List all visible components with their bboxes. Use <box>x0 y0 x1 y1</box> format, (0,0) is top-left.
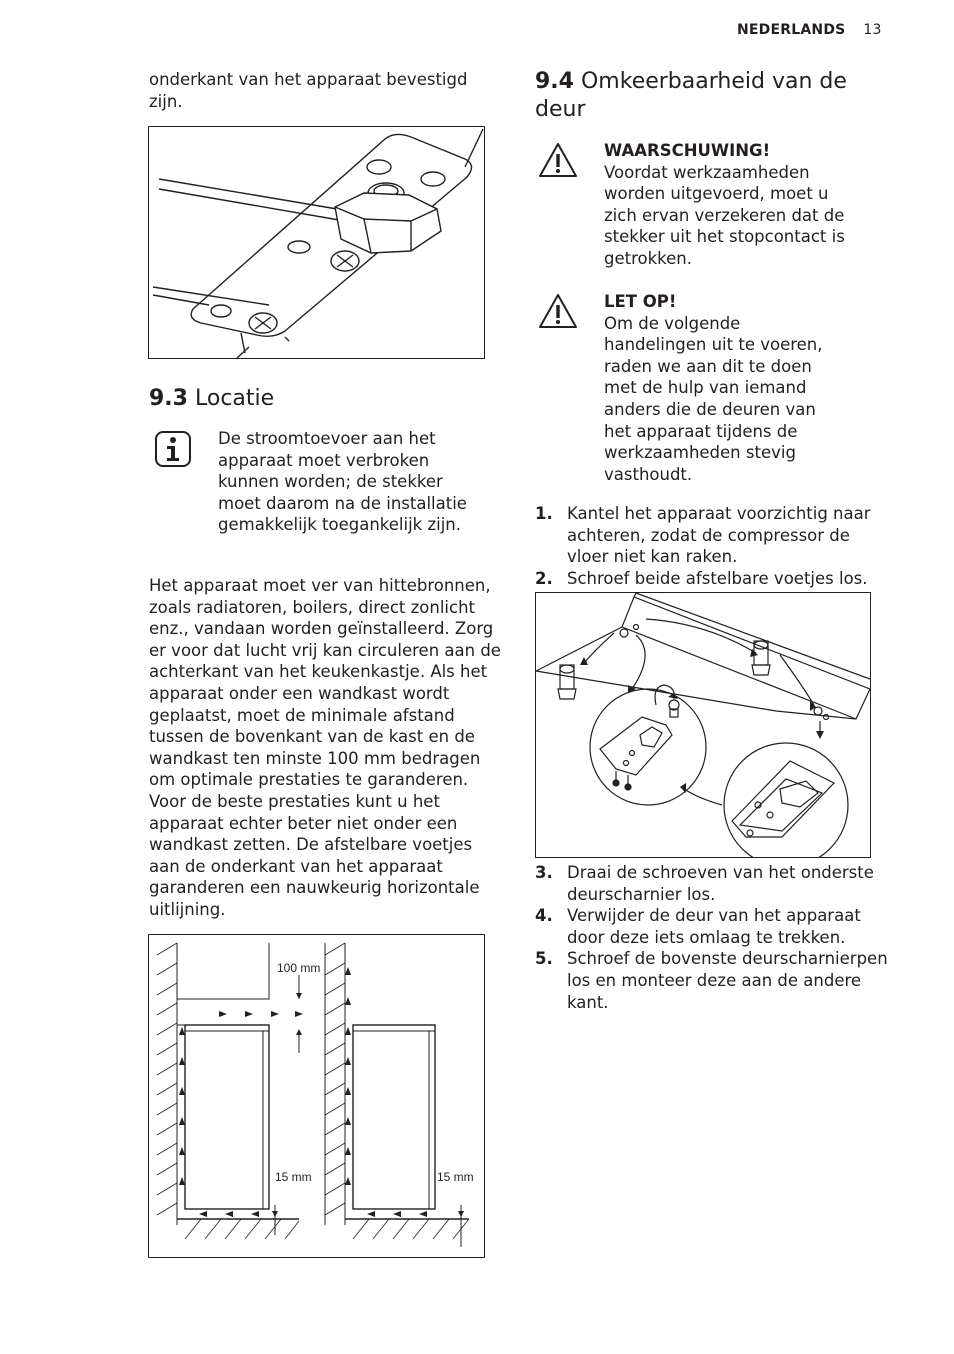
list-item: 3. Draai de schroeven van het onderste deurscharnier los. <box>535 863 874 904</box>
dimension-label-15mm-left: 15 mm <box>275 1170 312 1184</box>
language-label: NEDERLANDS <box>737 22 846 38</box>
caution-box <box>604 291 844 485</box>
list-item: 4. Verwijder de deur van het apparaat door deze iets omlaag te trekken. <box>535 906 861 947</box>
adjustable-foot-illustration <box>149 127 484 358</box>
warning-box <box>604 140 864 270</box>
list-item: 2. Schroef beide afstelbare voetjes los. <box>535 568 868 588</box>
info-note-text: De stroomtoevoer aan het apparaat moet verbroken kunnen worden; de stekker moet daarom na de installatie gemakkelijk toegankelijk zijn. <box>218 429 467 535</box>
dimension-label-100mm: 100 mm <box>277 961 321 975</box>
steps-list-2 <box>535 862 889 1013</box>
section-number: 9.3 <box>149 386 188 411</box>
page-header <box>737 22 882 38</box>
section-title: Omkeerbaarheid van de deur <box>535 69 847 122</box>
caution-title: LET OP! <box>604 292 677 311</box>
warning-text: Voordat werkzaamheden worden uitgevoerd, moet u zich ervan verzekeren dat de stekker uit het stopcontact is getrokken. <box>604 162 845 268</box>
intro-text: onderkant van het apparaat bevestigd zijn. <box>149 70 468 111</box>
door-hinge-figure <box>535 592 871 858</box>
warning-icon <box>537 141 579 183</box>
list-item: 1. Kantel het apparaat voorzichtig naar achteren, zodat de compressor de vloer niet kan raken. <box>535 504 871 567</box>
dimension-label-15mm-right: 15 mm <box>437 1170 474 1184</box>
list-item: 5. Schroef de bovenste deurscharnierpen los en monteer deze aan de andere kant. <box>535 949 888 1012</box>
steps-list-1 <box>535 503 885 589</box>
info-icon <box>154 430 192 472</box>
section-9-3-heading <box>149 385 274 413</box>
clearance-figure <box>148 934 485 1258</box>
page-number: 13 <box>863 22 882 38</box>
section-number: 9.4 <box>535 69 574 94</box>
hinge-removal-illustration <box>536 593 870 857</box>
caution-text: Om de volgende handelingen uit te voeren, raden we aan dit te doen met de hulp van iemand anders die de deuren van het apparaat tijdens de werkzaamheden stevig vasthoudt. <box>604 313 823 484</box>
warning-title: WAARSCHUWING! <box>604 141 771 160</box>
caution-icon <box>537 292 579 334</box>
foot-figure <box>148 126 485 359</box>
clearance-diagram <box>149 935 484 1257</box>
location-body-text: Het apparaat moet ver van hittebronnen, zoals radiatoren, boilers, direct zonlicht enz., vandaan worden geïnstalleerd. Zorg er voor dat lucht vrij kan circuleren aan de achterkant van het keukenkastje. Als het apparaat onder een wandkast wordt geplaatst, moet de minimale afstand tussen de bovenkant van de kast en de wandkast ten minste 100 mm bedragen om optimale prestaties te garanderen. Voor de beste prestaties kunt u het apparaat echter beter niet onder een wandkast zetten. De afstelbare voetjes aan de onderkant van het apparaat garanderen een nauwkeurig horizontale uitlijning. <box>149 576 501 919</box>
section-9-4-heading <box>535 68 895 124</box>
section-title: Locatie <box>194 386 275 411</box>
